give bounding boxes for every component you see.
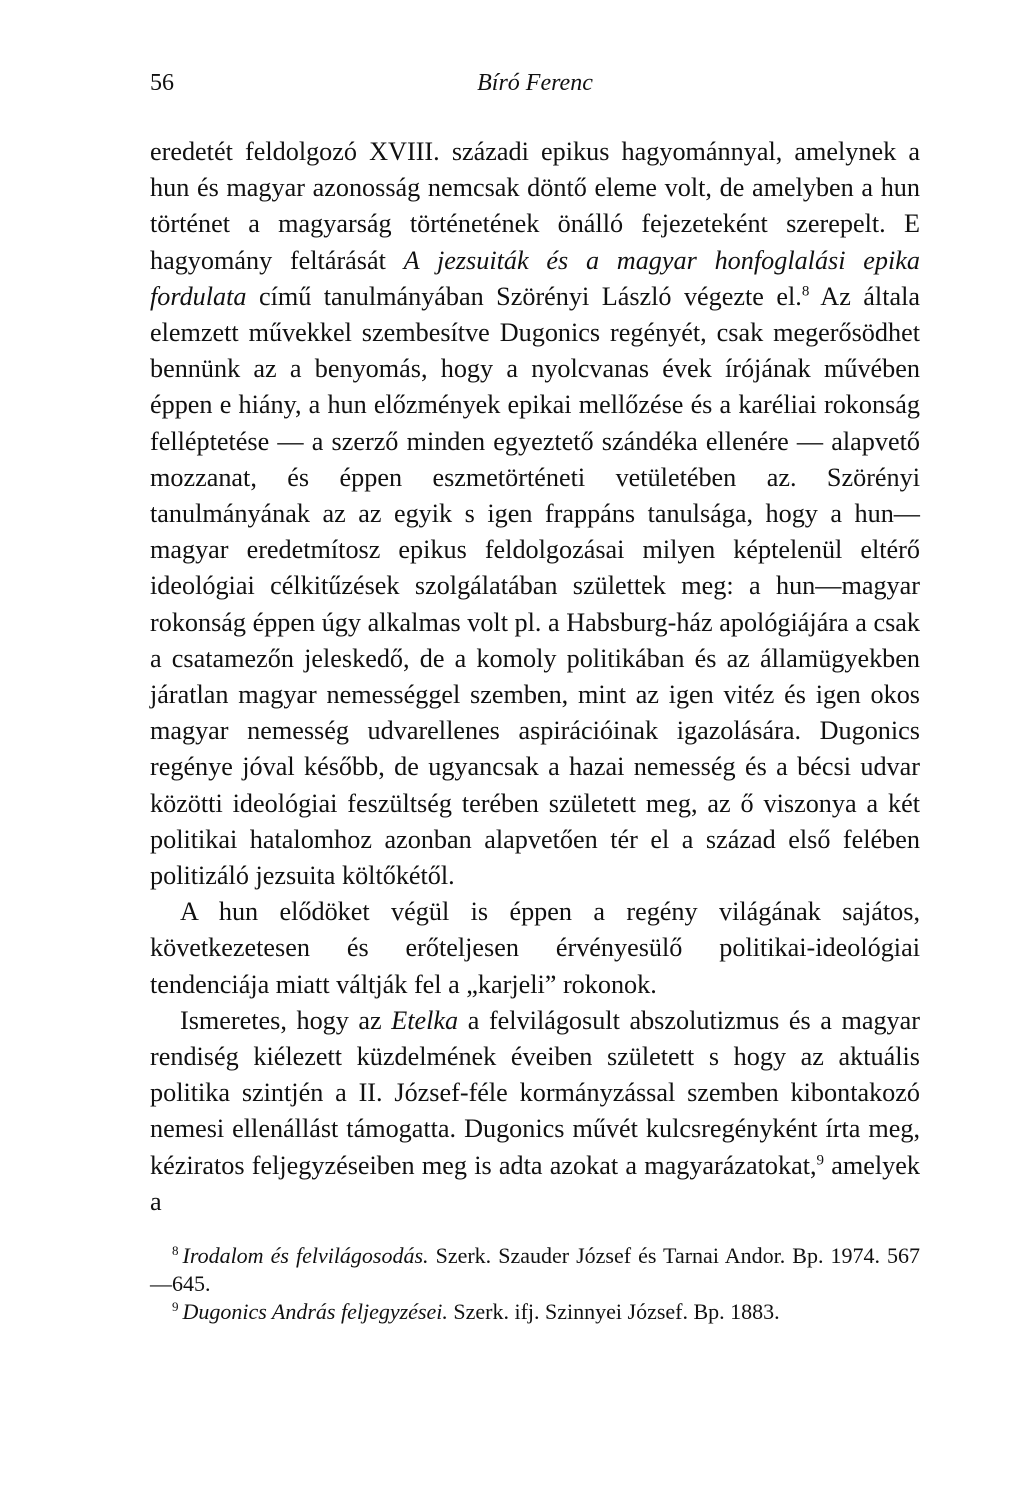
paragraph-text: című tanulmányában Szörényi László végezte el.: [246, 281, 802, 311]
footnote-title: Irodalom és felvilágosodás.: [182, 1243, 429, 1269]
footnote-mark: 8: [172, 1242, 179, 1258]
footnote-mark: 9: [172, 1298, 179, 1314]
paragraph-2: [150, 894, 920, 1003]
footnotes: [150, 1242, 920, 1326]
paragraph-text: a felvilágosult abszolutizmus és a magyar rendiség kiélezett küzdelmének éveiben született s hogy az aktuális politika szintjén a II. József-féle kormányzással szemben kibontakozó nemesi ellenállást támogatta. Dugonics művét kulcsregényként írta meg, kéziratos feljegyzéseiben meg is adta azokat a magyarázatokat,: [150, 1005, 920, 1180]
paragraph-text: eredetét feldolgozó XVIII. századi epikus hagyománnyal, amelynek a hun és magyar azonosság nemcsak döntő eleme volt, de amelyben a hun történet a magyarság történetének önálló fejezeteként szerepelt. E hagyomány feltárását: [150, 137, 920, 275]
footnote-ref: 8: [801, 283, 810, 300]
cited-title: A jezsuiták és a magyar honfoglalási epika fordulata: [150, 245, 920, 311]
page: [150, 70, 920, 1326]
paragraph-text: amelyek a: [150, 1150, 920, 1216]
paragraph-text: Az általa elemzett művekkel szembesítve Dugonics regényét, csak megerősödhet bennünk az a benyomás, hogy a nyolcvanas évek írójának művében éppen e hiány, a hun előzmények epikai mellőzése és a karéliai rokonság felléptetése — a szerző minden egyeztető szándéka ellenére — alapvető mozzanat, és éppen eszmetörténeti vetületében az. Szörényi tanulmányának az az egyik s igen frappáns tanulsága, hogy a hun—magyar eredetmítosz epikus feldolgozásai milyen képtelenül eltérő ideológiai célkitűzések szolgálatában születtek meg: a hun—magyar rokonság éppen úgy alkalmas volt pl. a Habsburg-ház apológiájára a csak a csatamezőn jeleskedő, de a komoly politikában és az államügyekben járatlan magyar nemességgel szemben, mint az igen vitéz és igen okos magyar nemesség udvarellenes aspirációinak igazolására. Dugonics regénye jóval később, de ugyancsak a hazai nemesség és a bécsi udvar közötti ideológiai feszültség terében született meg, az ő viszonya a két politikai hatalomhoz azonban alapvetően tér el a század első felében politizáló jezsuita költőkétől.: [150, 281, 920, 891]
footnote-ref: 9: [816, 1151, 825, 1168]
paragraph-1: [150, 134, 920, 894]
footnote-text: Szerk. ifj. Szinnyei József. Bp. 1883.: [447, 1299, 780, 1325]
page-number: 56: [150, 70, 174, 96]
paragraph-3: [150, 1003, 920, 1220]
body-text: [150, 134, 920, 1220]
running-head: [150, 70, 920, 110]
paragraph-text: Ismeretes, hogy az: [180, 1005, 392, 1035]
paragraph-text: A hun elődöket végül is éppen a regény világának sajátos, következetesen és erőteljesen érvényesülő politikai-ideológiai tendenciája miatt váltják fel a „karjeli” rokonok.: [150, 897, 920, 999]
footnote-9: [150, 1298, 920, 1326]
footnote-8: [150, 1242, 920, 1298]
footnote-title: Dugonics András feljegyzései.: [182, 1299, 448, 1325]
footnote-text: Szerk. Szauder József és Tarnai Andor. Bp. 1974. 567—645.: [150, 1243, 921, 1297]
running-title: Bíró Ferenc: [477, 70, 593, 96]
cited-title: Etelka: [391, 1005, 459, 1035]
